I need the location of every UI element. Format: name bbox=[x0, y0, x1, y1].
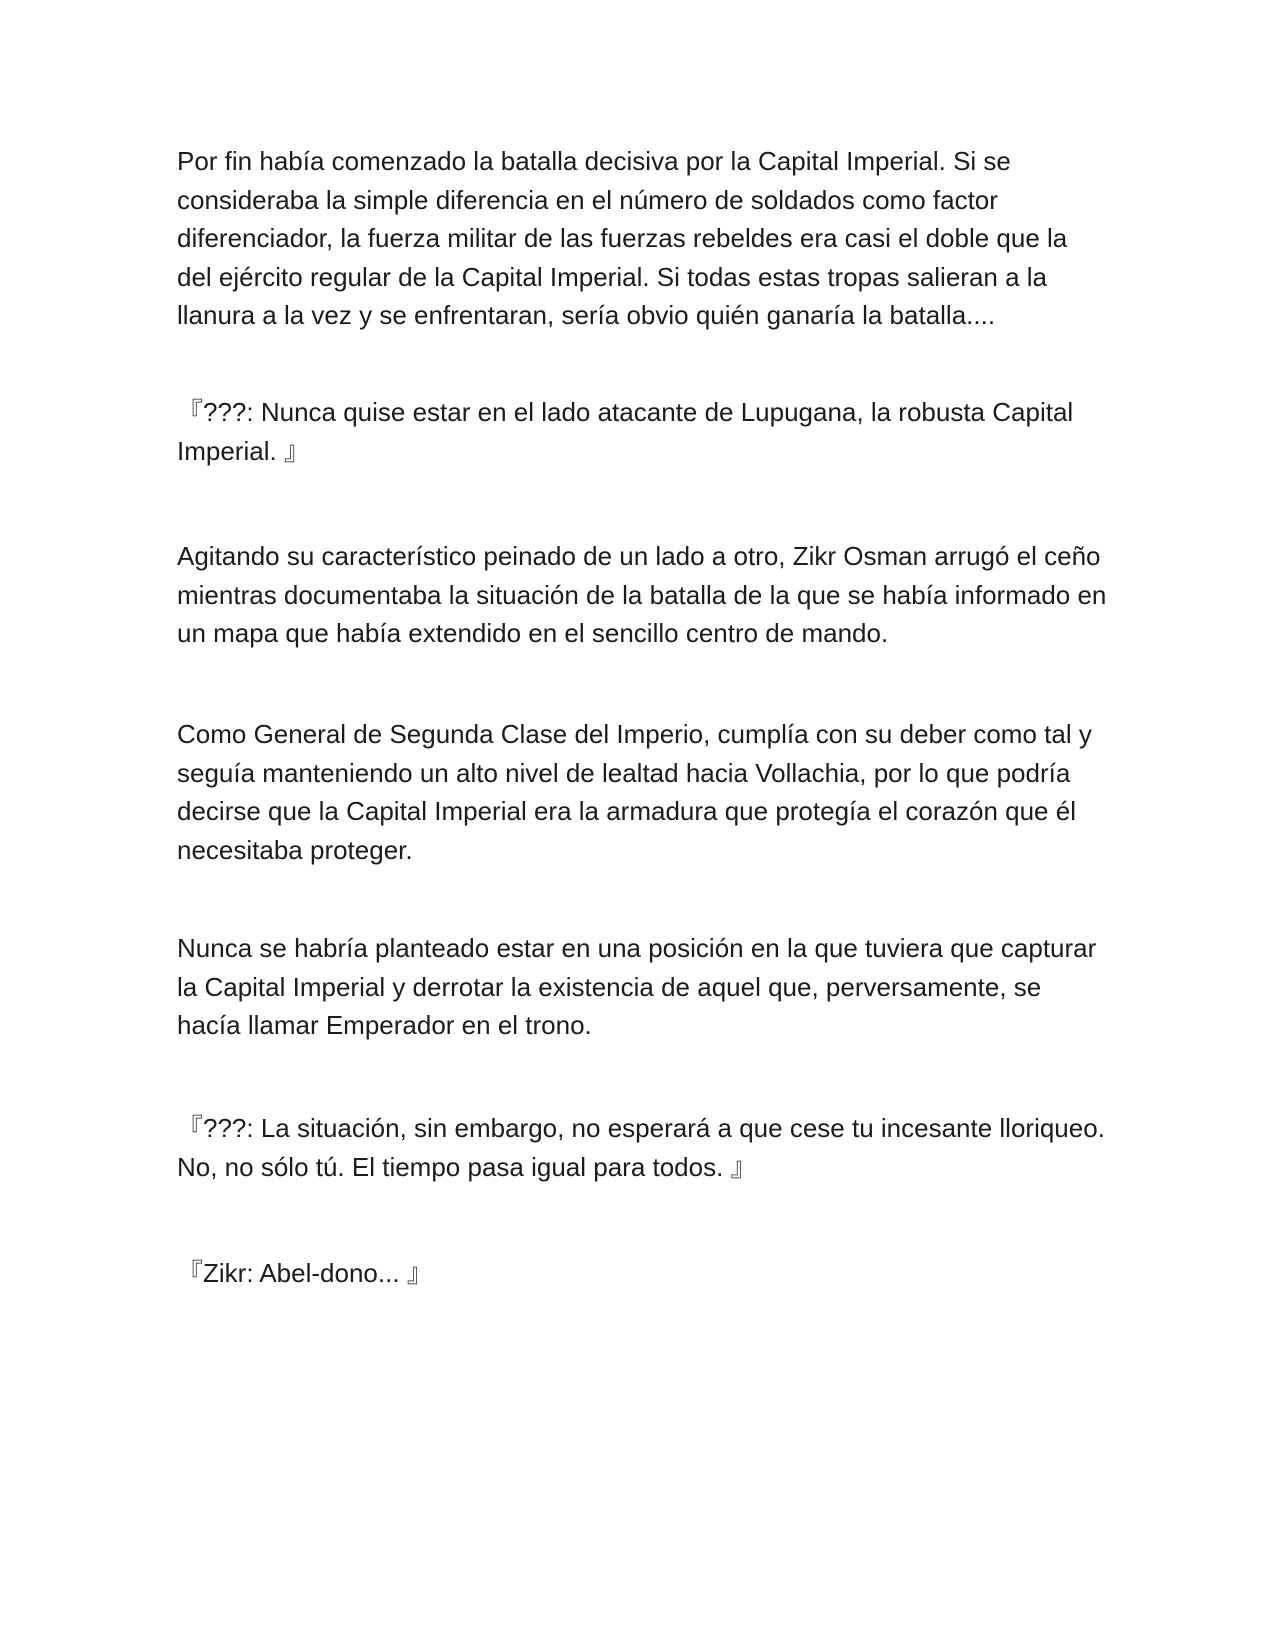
narration-paragraph-zikr-map: Agitando su característico peinado de un lado a otro, Zikr Osman arrugó el ceño mientras documentaba la situación de la batalla de la que se había informado en un mapa que había extendido en el sencillo centro de mando. bbox=[177, 541, 1107, 648]
narration-paragraph-general: Como General de Segunda Clase del Imperio, cumplía con su deber como tal y seguía manteniendo un alto nivel de lealtad hacia Vollachia, por lo que podría decirse que la Capital Imperial era la armadura que protegía el corazón que él necesitaba proteger. bbox=[177, 719, 1092, 865]
narration-paragraph-emperor: Nunca se habría planteado estar en una posición en la que tuviera que capturar la Capital Imperial y derrotar la existencia de aquel que, perversamente, se hacía llamar Emperador en el trono. bbox=[177, 933, 1097, 1040]
narration-paragraph-battle-begins: Por fin había comenzado la batalla decisiva por la Capital Imperial. Si se consideraba la simple diferencia en el número de soldados como factor diferenciador, la fuerza militar de las fuerzas rebeldes era casi el doble que la del ejército regular de la Capital Imperial. Si todas estas tropas salieran a la llanura a la vez y se enfrentaran, sería obvio quién ganaría la batalla.... bbox=[177, 146, 1068, 330]
dialogue-unknown-situation: 『???: La situación, sin embargo, no esperará a que cese tu incesante lloriqueo. No, no sólo tú. El tiempo pasa igual para todos. 』 bbox=[177, 1113, 1105, 1182]
dialogue-zikr-abel: 『Zikr: Abel-dono... 』 bbox=[177, 1258, 433, 1288]
dialogue-unknown-lupugana: 『???: Nunca quise estar en el lado atacante de Lupugana, la robusta Capital Imperial. 』 bbox=[177, 397, 1074, 466]
